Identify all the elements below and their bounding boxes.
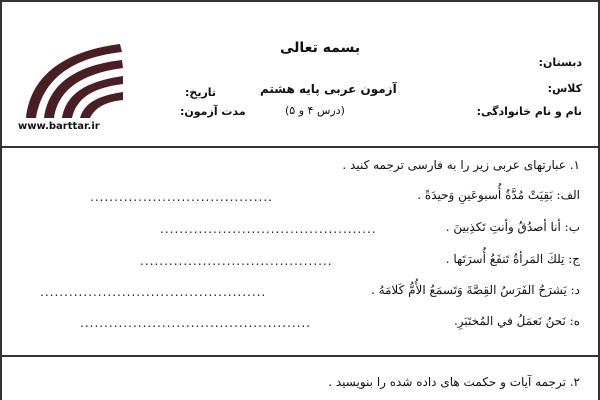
item-e: ه: نَحنُ نَعمَلُ في المُختَبَرِ. — [453, 314, 580, 328]
frame-top — [0, 0, 600, 2]
date-label: تاریخ: — [185, 86, 217, 99]
school-label: دبستان: — [538, 56, 582, 69]
item-a: الف: بَقِيَتْ مُدَّةُ أُسبوعَينِ وَحيدَةً . — [417, 188, 580, 202]
website-link[interactable]: www.barttar.ir — [18, 121, 100, 132]
answer-line-e: ................................................ — [80, 316, 312, 330]
header-divider — [0, 146, 600, 148]
item-d: د: يَشرَحُ الفَرَسُ القِصَّةَ وَتَسمَعُ الأُمُّ كَلامَهُ . — [370, 283, 580, 297]
question-2-title: ۲. ترجمه آیات و حکمت های داده شده را بنویسید . — [328, 375, 580, 389]
exam-title: آزمون عربی پایه هشتم — [260, 82, 397, 96]
frame-left — [0, 0, 2, 400]
class-label: کلاس: — [547, 82, 582, 95]
answer-line-b: ............................................. — [160, 222, 377, 236]
answer-line-a: ...................................... — [90, 190, 273, 204]
duration-label: مدت آزمون: — [180, 105, 246, 118]
section-divider — [0, 355, 600, 357]
page-title: بسمه تعالی — [280, 40, 361, 56]
question-1-title: ۱. عبارتهای عربی زیر را به فارسی ترجمه کنید . — [342, 158, 580, 172]
answer-line-d: ............................................... — [40, 285, 267, 299]
name-label: نام و نام خانوادگی: — [476, 105, 582, 118]
answer-line-c: ........................................ — [140, 254, 333, 268]
barttar-logo-icon — [18, 30, 128, 125]
item-b: ب: أنا أصدُقُ وأنتِ تَكذِبينَ . — [445, 220, 580, 234]
item-c: ج: تِلكَ المَرأةُ تَنفَعُ أُسرَتَها . — [445, 252, 580, 266]
lessons-label: (درس ۴ و ۵) — [285, 104, 345, 117]
